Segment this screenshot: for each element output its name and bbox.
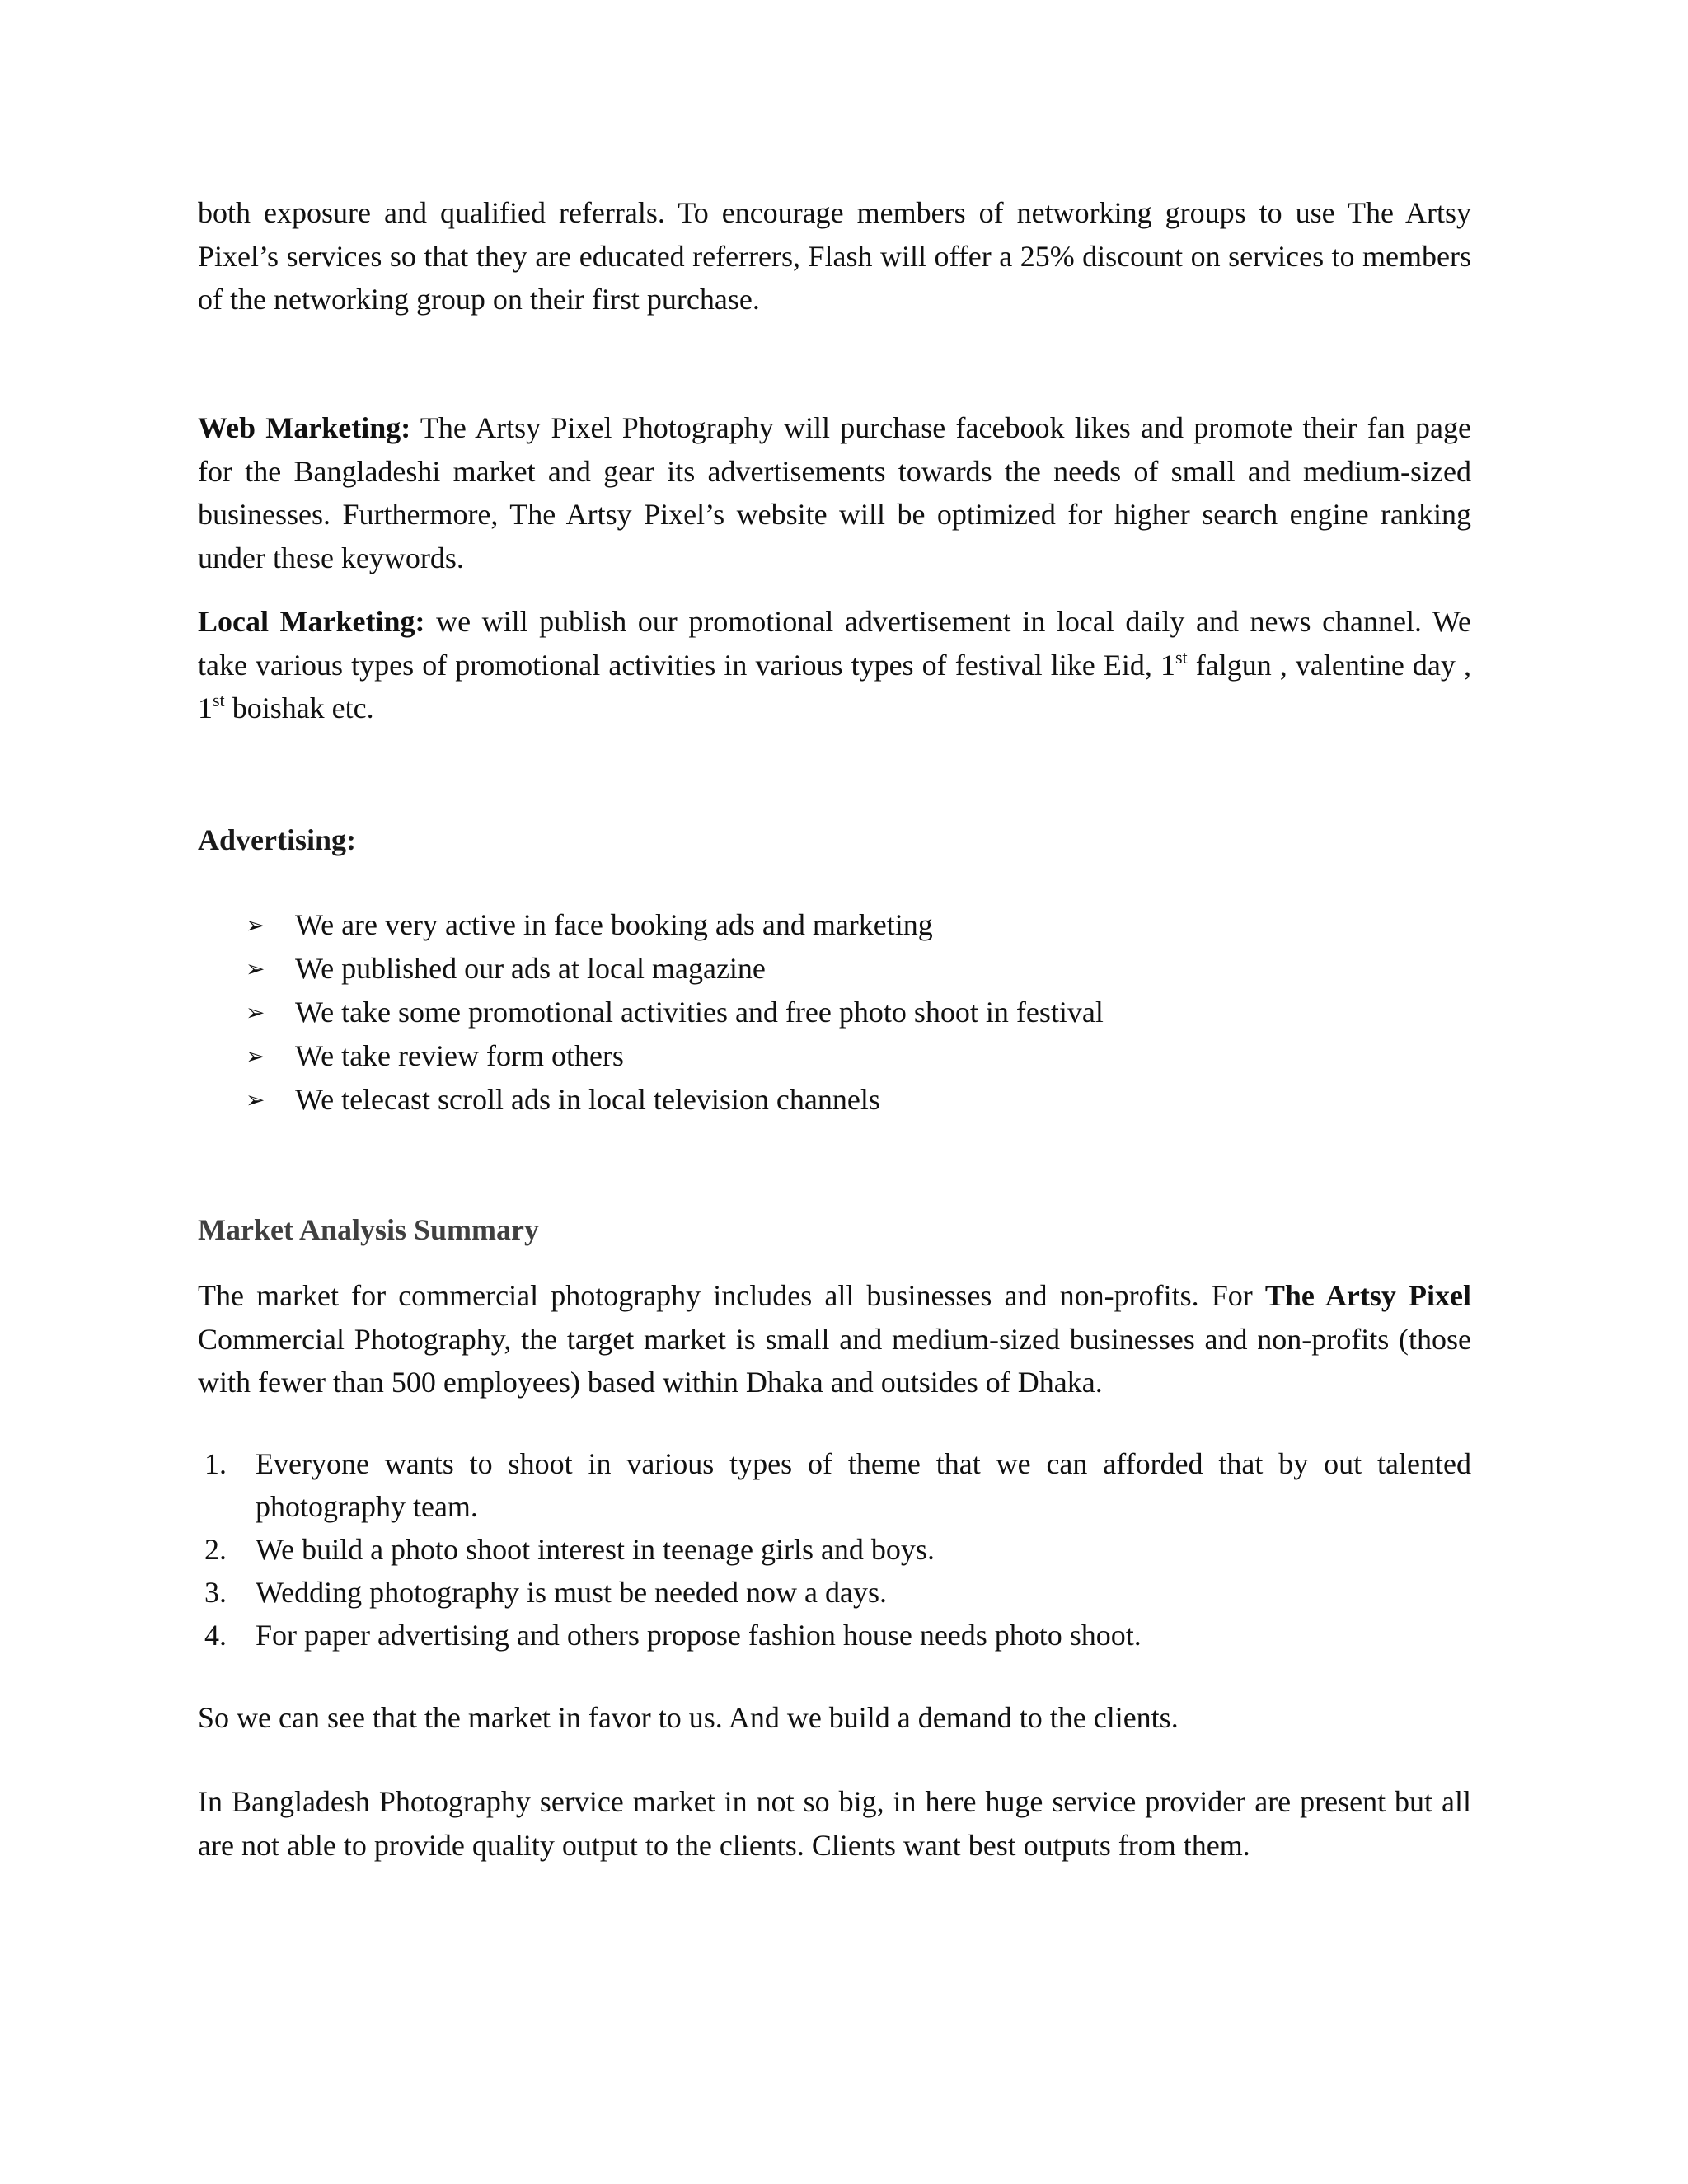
intro-text: Commercial Photography, the target market is small and medium-sized businesses and non-profits (those with fewer than 500 employees) based within Dhaka and outsides of Dhaka. bbox=[198, 1322, 1471, 1399]
local-marketing-paragraph bbox=[198, 600, 1471, 730]
list-number: 3. bbox=[204, 1576, 227, 1609]
list-item bbox=[198, 991, 1471, 1034]
local-marketing-text: boishak etc. bbox=[224, 691, 374, 724]
list-item-text: We take review form others bbox=[295, 1039, 624, 1072]
list-item bbox=[198, 1528, 1471, 1571]
web-marketing-text: The Artsy Pixel Photography will purchase facebook likes and promote their fan page for the Bangladeshi market and gear its advertisements towards the needs of small and medium-sized businesses. Furthermore, The Artsy Pixel’s website will be optimized for higher search engine ranking under these keywords. bbox=[198, 411, 1471, 574]
advertising-list-wrapper bbox=[198, 903, 1471, 1122]
intro-bold-text: The Artsy Pixel bbox=[1264, 1279, 1471, 1312]
list-item-text: We telecast scroll ads in local television channels bbox=[295, 1083, 880, 1116]
arrow-bullet-icon: ➢ bbox=[246, 1086, 265, 1113]
list-item bbox=[198, 1034, 1471, 1078]
local-marketing-text: falgun , valentine day , 1 bbox=[198, 648, 1471, 724]
list-number: 1. bbox=[204, 1447, 227, 1480]
web-marketing-paragraph bbox=[198, 406, 1471, 579]
list-item-text: Everyone wants to shoot in various types of theme that we can afforded that by out talented photography team. bbox=[256, 1447, 1471, 1523]
list-item-text: Wedding photography is must be needed now a days. bbox=[256, 1576, 887, 1609]
market-list-wrapper bbox=[198, 1442, 1471, 1657]
superscript: st bbox=[213, 690, 225, 710]
arrow-bullet-icon: ➢ bbox=[246, 912, 265, 939]
superscript: st bbox=[1175, 646, 1188, 668]
market-conclusion: So we can see that the market in favor to us. And we build a demand to the clients. bbox=[198, 1701, 1179, 1734]
local-marketing-label: Local Marketing: bbox=[198, 605, 425, 638]
list-item bbox=[198, 1442, 1471, 1528]
advertising-heading: Advertising: bbox=[198, 823, 356, 856]
list-item-text: For paper advertising and others propose fashion house needs photo shoot. bbox=[256, 1619, 1142, 1652]
list-number: 2. bbox=[204, 1533, 227, 1566]
list-number: 4. bbox=[204, 1619, 227, 1652]
advertising-list bbox=[198, 903, 1471, 1122]
arrow-bullet-icon: ➢ bbox=[246, 999, 265, 1026]
list-item bbox=[198, 1078, 1471, 1122]
market-analysis-heading: Market Analysis Summary bbox=[198, 1213, 539, 1246]
list-item-text: We are very active in face booking ads and marketing bbox=[295, 908, 933, 941]
market-analysis-list bbox=[198, 1442, 1471, 1657]
intro-text: The market for commercial photography includes all businesses and non-profits. For bbox=[198, 1279, 1265, 1312]
list-item bbox=[198, 1614, 1471, 1657]
networking-paragraph: both exposure and qualified referrals. To encourage members of networking groups to use The Artsy Pixel’s services so that they are educated referrers, Flash will offer a 25% discount on services to members of the networking group on their first purchase. bbox=[198, 196, 1471, 316]
arrow-bullet-icon: ➢ bbox=[246, 1043, 265, 1070]
list-item-text: We take some promotional activities and free photo shoot in festival bbox=[295, 996, 1104, 1029]
arrow-bullet-icon: ➢ bbox=[246, 955, 265, 982]
web-marketing-label: Web Marketing: bbox=[198, 411, 411, 444]
list-item bbox=[198, 1571, 1471, 1614]
list-item bbox=[198, 903, 1471, 947]
market-final-paragraph: In Bangladesh Photography service market in not so big, in here huge service provider are present but all are not able to provide quality output to the clients. Clients want best outputs from them. bbox=[198, 1785, 1471, 1862]
list-item-text: We published our ads at local magazine bbox=[295, 952, 766, 985]
list-item-text: We build a photo shoot interest in teenage girls and boys. bbox=[256, 1533, 935, 1566]
local-marketing-text: we will publish our promotional advertisement in local daily and news channel. We take various types of promotional activities in various types of festival like Eid, 1 bbox=[198, 605, 1471, 682]
list-item bbox=[198, 947, 1471, 991]
market-analysis-intro bbox=[198, 1274, 1471, 1404]
